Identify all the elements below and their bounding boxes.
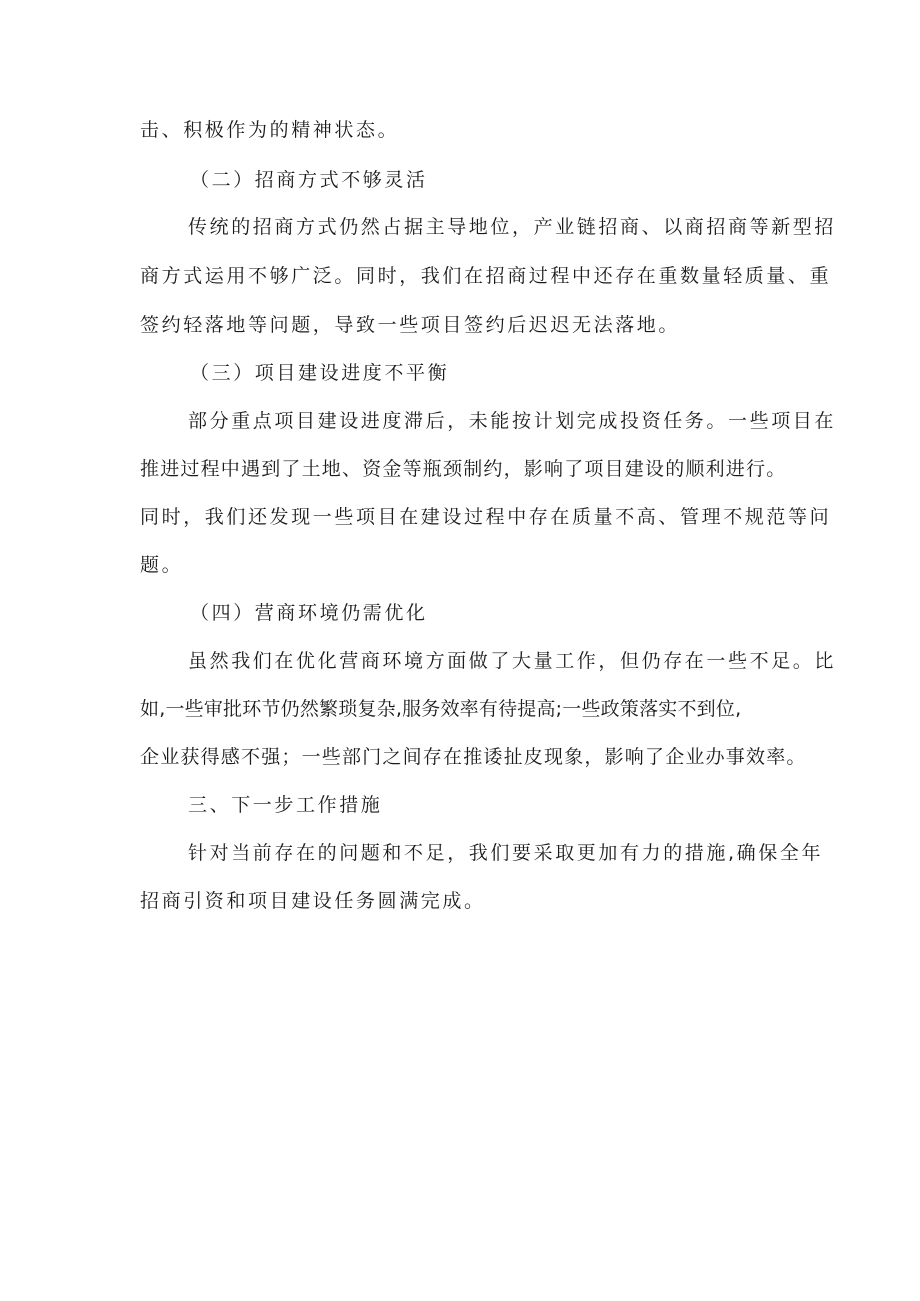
paragraph-line: 招商引资和项目建设任务圆满完成。 <box>140 890 486 912</box>
paragraph-line: 推进过程中遇到了土地、资金等瓶颈制约，影响了项目建设的顺利进行。 <box>140 458 787 480</box>
paragraph-line: 击、积极作为的精神状态。 <box>140 119 400 141</box>
paragraph-line: 如,一些审批环节仍然繁琐复杂,服务效率有待提高;一些政策落实不到位, <box>140 698 742 720</box>
paragraph-line: 题。 <box>140 554 184 576</box>
section-heading: 三、下一步工作措施 <box>188 794 383 816</box>
paragraph-line: 部分重点项目建设进度滞后，未能按计划完成投资任务。一些项目在 <box>188 410 837 432</box>
section-heading: （四）营商环境仍需优化 <box>190 602 428 624</box>
paragraph-line: 企业获得感不强；一些部门之间存在推诿扯皮现象，影响了企业办事效率。 <box>140 746 807 768</box>
paragraph-line: 针对当前存在的问题和不足，我们要采取更加有力的措施,确保全年 <box>188 842 824 864</box>
paragraph-line: 传统的招商方式仍然占据主导地位，产业链招商、以商招商等新型招 <box>188 216 837 238</box>
section-heading: （二）招商方式不够灵活 <box>190 169 428 191</box>
section-heading: （三）项目建设进度不平衡 <box>190 362 450 384</box>
paragraph-line: 商方式运用不够广泛。同时，我们在招商过程中还存在重数量轻质量、重 <box>140 265 832 287</box>
paragraph-line: 虽然我们在优化营商环境方面做了大量工作，但仍存在一些不足。比 <box>188 650 837 672</box>
paragraph-line: 同时，我们还发现一些项目在建设过程中存在质量不高、管理不规范等问 <box>140 506 832 528</box>
paragraph-line: 签约轻落地等问题，导致一些项目签约后迟迟无法落地。 <box>140 314 681 336</box>
